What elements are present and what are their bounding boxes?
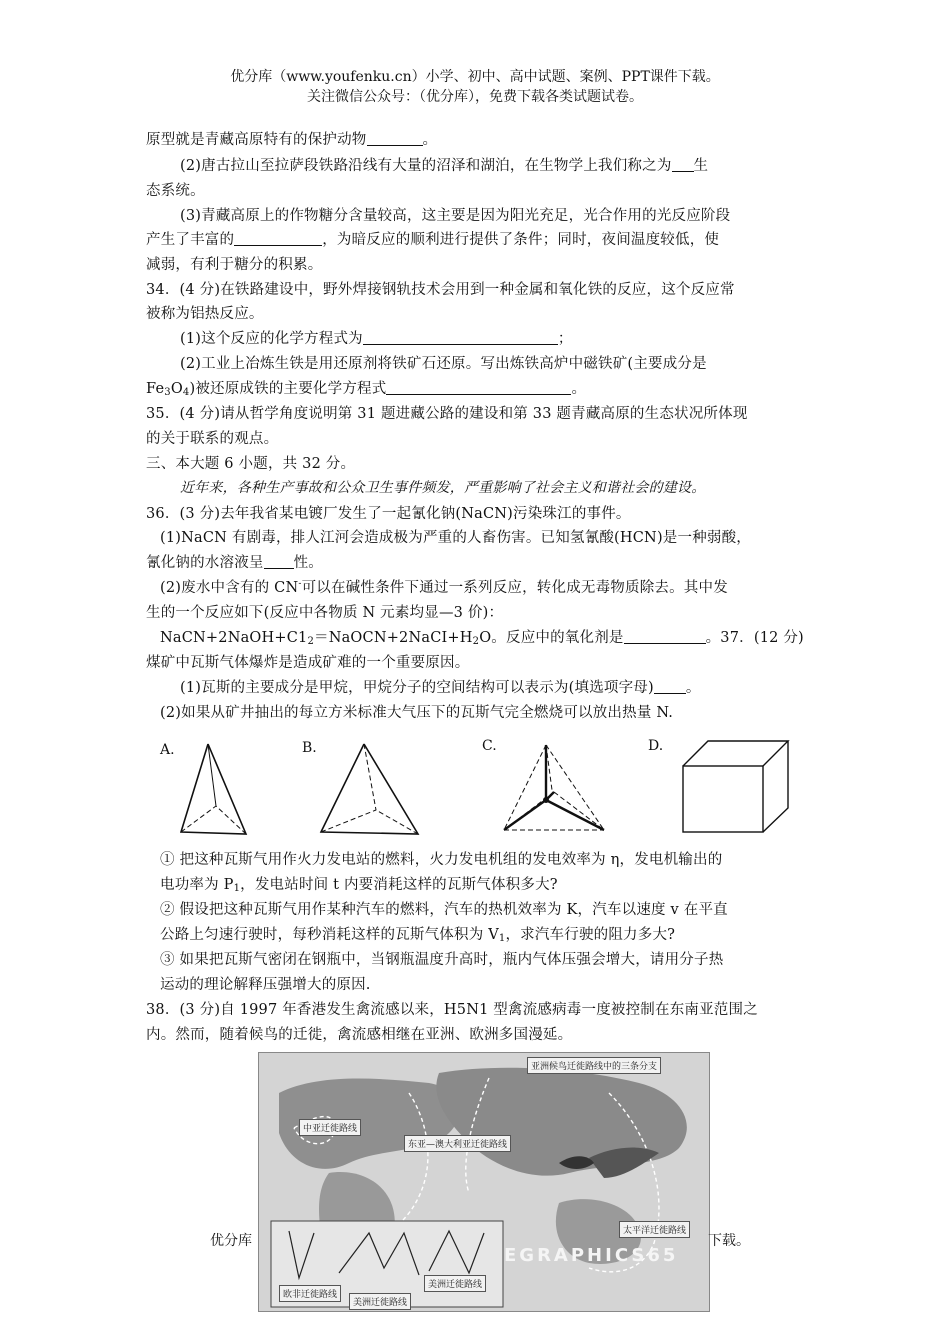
route-label: 欧非迁徙路线: [279, 1285, 341, 1302]
text-line: (2)唐古拉山至拉萨段铁路沿线有大量的沼泽和湖泊，在生物学上我们称之为 生: [180, 158, 709, 174]
text-line: 生的一个反应如下(反应中各物质 N 元素均显—3 价)：: [146, 605, 504, 621]
map-title: 亚洲候鸟迁徙路线中的三条分支: [527, 1057, 661, 1074]
text-line: 被称为铝热反应。: [146, 306, 264, 322]
text-line: (2)工业上冶炼生铁是用还原剂将铁矿石还原。写出炼铁高炉中磁铁矿(主要成分是: [180, 356, 707, 372]
option-d-label: D.: [648, 738, 664, 754]
option-c-label: C.: [482, 738, 497, 754]
route-label: 东亚—澳大利亚迁徙路线: [404, 1135, 511, 1152]
option-b-label: B.: [302, 740, 317, 756]
text-line: 产生了丰富的 ，为暗反应的顺利进行提供了条件；同时，夜间温度较低，使: [146, 232, 720, 248]
text-line: 公路上匀速行驶时，每秒消耗这样的瓦斯气体积为 $V_1$，求汽车行驶的阻力多大?: [160, 927, 676, 944]
section-heading: 三、本大题 6 小题，共 32 分。: [146, 456, 356, 472]
option-c-figure: [498, 742, 610, 837]
text-line: 原型就是青藏高原特有的保护动物 。: [146, 132, 438, 148]
map-landmasses: [259, 1053, 709, 1311]
text-line: 态系统。: [146, 183, 205, 199]
sub-question-3: ③ 如果把瓦斯气密闭在钢瓶中，当钢瓶温度升高时，瓶内气体压强会增大，请用分子热: [160, 952, 724, 968]
migration-map: [258, 1052, 710, 1312]
route-label: 美洲迁徙路线: [424, 1275, 486, 1292]
footer-left: 优分库: [210, 1233, 252, 1249]
question-35: 35．(4 分)请从哲学角度说明第 31 题进藏公路的建设和第 33 题青藏高原的生态状况所体现: [146, 406, 748, 422]
route-label: 美洲迁徙路线: [349, 1293, 411, 1310]
text-line: 运动的理论解释压强增大的原因.: [160, 977, 371, 993]
text-line: (3)青藏高原上的作物糖分含量较高，这主要是因为阳光充足，光合作用的光反应阶段: [180, 208, 731, 224]
text-line: (1)NaCN 有剧毒，排人江河会造成极为严重的人畜伤害。已知氢氰酸(HCN)是一种弱酸，: [160, 530, 752, 546]
text-line: (1)瓦斯的主要成分是甲烷，甲烷分子的空间结构可以表示为(填选项字母) 。: [180, 680, 701, 696]
header-line-2: 关注微信公众号：（优分库），免费下载各类试题试卷。: [307, 89, 643, 105]
text-line: $Fe_3O_4$)被还原成铁的主要化学方程式 。: [146, 381, 587, 398]
section-intro: 近年来，各种生产事故和公众卫生事件频发，严重影响了社会主义和谐社会的建设。: [180, 480, 706, 496]
text-line: 内。然而，随着候鸟的迁徙，禽流感相继在亚洲、欧洲多国漫延。: [146, 1027, 573, 1043]
sub-question-1: ① 把这种瓦斯气用作火力发电站的燃料，火力发电机组的发电效率为 η，发电机输出的: [160, 852, 723, 868]
footer-right: 下载。: [708, 1233, 750, 1249]
question-34: 34．(4 分)在铁路建设中，野外焊接钢轨技术会用到一种金属和氧化铁的反应，这个反应常: [146, 282, 735, 298]
route-label: 太平洋迁徙路线: [619, 1221, 690, 1238]
text-line: (2)废水中含有的 CN-可以在碱性条件下通过一系列反应，转化成无毒物质除去。其中发: [160, 579, 728, 596]
text-line: 电功率为 $P_1$，发电站时间 t 内要消耗这样的瓦斯气体积多大?: [160, 877, 558, 894]
text-line: 减弱，有利于糖分的积累。: [146, 257, 323, 273]
question-36: 36．(3 分)去年我省某电镀厂发生了一起氰化钠(NaCN)污染珠江的事件。: [146, 506, 631, 522]
option-a-figure: [176, 740, 256, 840]
option-a-label: A.: [160, 742, 175, 758]
route-label: 中亚迁徙路线: [299, 1119, 361, 1136]
header-line-1: 优分库（www.youfenku.cn）小学、初中、高中试题、案例、PPT课件下载。: [230, 69, 720, 85]
text-line: 的关于联系的观点。: [146, 431, 279, 447]
sub-question-2: ② 假设把这种瓦斯气用作某种汽车的燃料，汽车的热机效率为 K，汽车以速度 v 在平直: [160, 902, 728, 918]
map-watermark: EGRAPHICS65: [504, 1245, 679, 1266]
option-d-figure: [680, 738, 792, 838]
text-line: $NaCN+2NaOH+C1_2=NaOCN+2NaCI+H_2O$。反应中的氧化剂是 。37．(12 分): [160, 630, 804, 647]
text-line: (1)这个反应的化学方程式为 ；: [180, 331, 573, 347]
option-b-figure: [316, 740, 426, 840]
text-line: (2)如果从矿井抽出的每立方米标准大气压下的瓦斯气完全燃烧可以放出热量 N.: [160, 705, 674, 721]
text-line: 氰化钠的水溶液呈 性。: [146, 555, 324, 571]
question-38: 38．(3 分)自 1997 年香港发生禽流感以来，H5N1 型禽流感病毒一度被控制在东南亚范围之: [146, 1002, 758, 1018]
question-37: 煤矿中瓦斯气体爆炸是造成矿难的一个重要原因。: [146, 655, 470, 671]
